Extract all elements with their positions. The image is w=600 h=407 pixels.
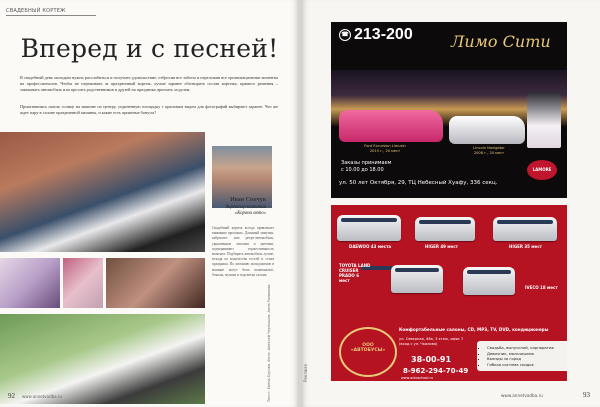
ad1-hours-line1: Заказы принимаем [341,160,392,166]
phone-icon: ☎ [339,29,351,41]
folio-site-left: www.annetvadba.ru [22,394,63,399]
ad1-hours [341,160,391,173]
limousine-advertisement [331,22,567,198]
van-iveco-label: IVECO 18 мест [525,285,558,290]
page-number-right: 93 [583,391,590,399]
suv-prado-icon [391,265,443,293]
ad1-phone-number: 213-200 [354,26,413,43]
ad2-website: www.avtoschool.ru [401,376,434,380]
ad2-features: Комфортабельные салоны, CD, MP3, TV, DVD, кондиционеры [399,327,549,332]
person-role-line2: «Корона авто» [234,211,266,216]
bus-higer-49-icon [415,217,475,241]
garden-wedding-photo [0,314,205,404]
left-page [0,0,299,407]
bus-higer-49-label: HIGER 49 мест [425,244,458,249]
ad2-phone-1: 38-00-91 [411,355,452,364]
wedding-photo-couple [0,258,60,308]
article-headline: Вперед и с песней! [20,34,279,63]
pink-limousine [339,110,443,142]
van-iveco-icon [463,267,515,295]
page-number-left: 92 [8,392,15,400]
lamore-logo [527,160,557,180]
bus-daewoo-icon [337,215,401,241]
person-role [176,205,266,217]
services-list [477,341,567,371]
advertising-label-text: Реклама [303,364,308,382]
wedding-photo-flowers [63,258,103,308]
white-limousine [449,116,525,144]
service-item: ▪ Гибкая система скидок [487,362,567,368]
ad2-phone-2: 8-962-294-70-49 [403,367,469,375]
photo-credit-text: Текст: Елена Бурова. Фото: Алексей Чернышов, Анна Романова [267,284,271,402]
bus-rental-advertisement [331,205,567,381]
right-page [301,0,600,407]
limousine-wedding-photo [0,132,205,252]
suv-toyota-label: TOYOTA LAND CRUISER PRADO 6 мест [339,263,371,283]
ad1-phone [339,26,413,44]
body-column: Свадебный кортеж всегда привлекает внимание прохожих. Длинный лимузин, кабриолет или ретро-автомобиль, украшенные лентами и цветами, подчеркивают торжественность момента. Подбирать автомобиль лучше, исходя из количества гостей и стиля праздника. По желанию молодоженов в машине могут быть шампанское, бокалы, музыка и подсветка салона. [212,226,274,277]
advertising-label [303,352,308,382]
photo-credit [267,242,272,402]
ad1-hours-line2: с 10.00 до 18.00 [341,166,384,173]
car2-model: Lincoln Navigator [473,146,505,150]
bus-higer-35-label: HIGER 35 мест [509,244,542,249]
wedding-couple-figure [527,92,561,148]
bus-higer-35-icon [493,217,557,241]
folio-site-right: www.annetvadba.ru [501,393,543,398]
service-item: ▪ Девичник, мальчишник [487,351,567,357]
car1-model: Ford Excursion Limusin [364,144,406,148]
car1-caption [355,144,415,153]
ad2-address: ул. Северная, 46а, 3 этаж, офис 7 (вход с ул. Чкалова) [399,337,464,346]
person-name: Иван Спечук [230,196,266,203]
service-item: ▪ Свадьба, выпускной, корпоратив [487,345,567,351]
company-seal-text: ООО «АВТОБУСЫ» [350,343,386,353]
lamore-logo-text: LAMORE [532,167,552,172]
bus-daewoo-label: DAEWOO 43 места [349,244,392,249]
service-item: ▪ Выезды за город [487,356,567,362]
ad1-brand-logo: Лимо Сити [451,32,551,51]
person-role-line1: директор компании [225,205,266,210]
lead-paragraph-2: Прокатившись сквозь солнце на машине по центру, уединенную площадку с красивым видом для фотографий выбирают заранее. Что же ждет пару в салоне праздничной машины, и какие есть приятные бонусы? [20,104,278,115]
company-seal [339,327,397,377]
lead-paragraph-1: В свадебный день молодым нужно расслабиться и получить удовольствие, отбросив все заботы и переложив все организационные моменты на профессионалов. Чтобы не переживать за праздничный кортеж, лучше заранее обговорить состав кортежа, прямого решения – заказывать автомобиль или просить родственников и друзей на праздника проехать за рулем. [20,75,278,92]
wedding-photo-interior [106,258,205,308]
car2-details: 2008 г., 20 мест [473,150,505,155]
section-tag: СВАДЕБНЫЙ КОРТЕЖ [6,8,96,16]
ad1-address: ул. 50 лет Октября, 29, ТЦ Небесный Хуафу, 336 секц. [339,180,498,186]
car1-details: 2015 г., 20 мест [369,148,401,153]
car2-caption [459,146,519,155]
